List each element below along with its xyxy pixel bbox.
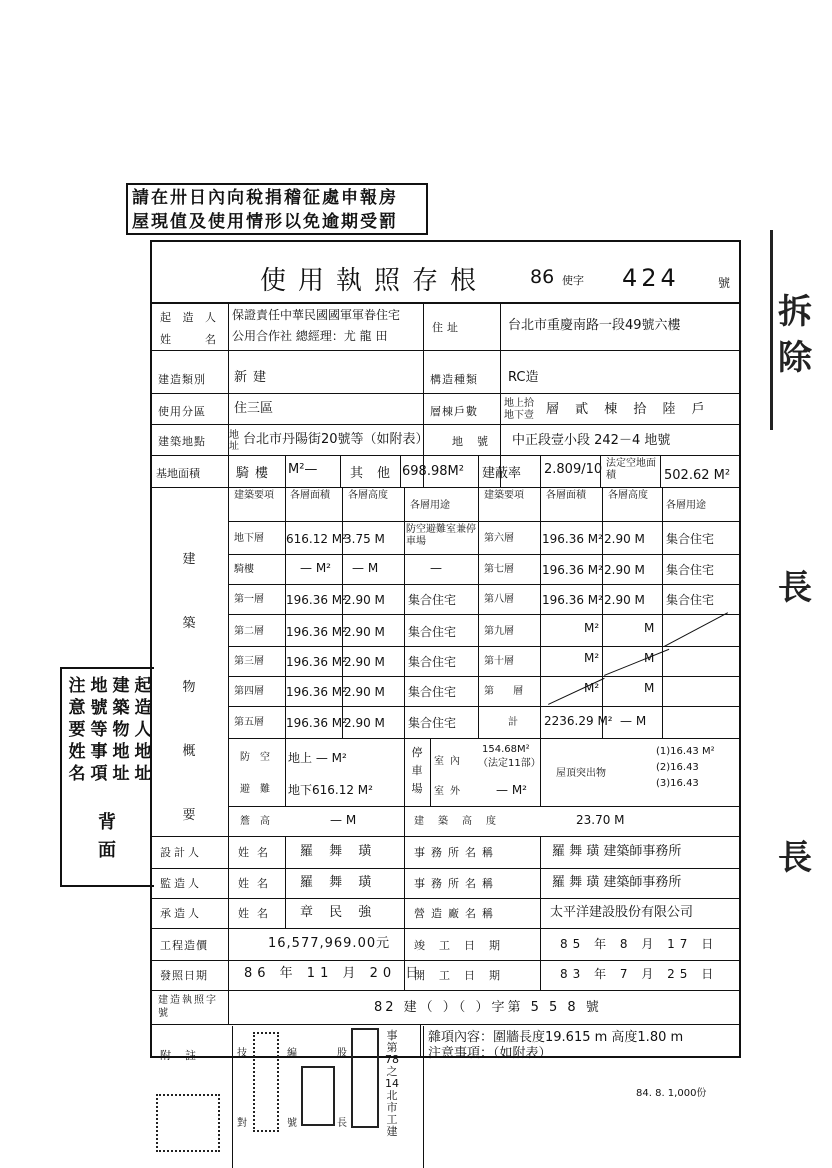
permit-value: 82 建（ ）（ ）字第 5 5 8 號 <box>374 1000 602 1015</box>
builder-value-2: 公用合作社 總經理：尤 龍 田 <box>232 329 388 343</box>
supervisor-office-label: 事務所名稱 <box>414 877 499 890</box>
left-row-use: 集合住宅 <box>408 685 457 699</box>
col-divider <box>478 487 479 738</box>
right-row-height: M <box>644 651 655 665</box>
row-divider <box>152 868 739 869</box>
left-row-use: 集合住宅 <box>408 716 457 730</box>
parking-label: 停車場 <box>411 746 423 795</box>
legal-open-value: 502.62 M² <box>664 468 731 483</box>
misc-content: 雜項內容：圍牆長度19.615 m 高度1.80 m <box>428 1030 684 1045</box>
right-row-height: M <box>644 681 655 695</box>
shelter-label-2: 避難 <box>240 784 280 795</box>
parking-out-label: 室外 <box>434 786 466 797</box>
parking-out-value: — M² <box>496 783 527 797</box>
col-divider <box>430 738 431 806</box>
build-type-value: 新建 <box>234 370 273 385</box>
margin-char: 拆 <box>778 292 812 332</box>
legal-open-label: 法定空地面積 <box>606 458 656 481</box>
roof-value-3: (3)16.43 <box>656 778 699 789</box>
left-row-area: — M² <box>300 561 331 575</box>
left-row-use: 集合住宅 <box>408 625 457 639</box>
print-run: 84. 8. 1,000份 <box>636 1088 707 1099</box>
right-row-use: 集合住宅 <box>666 593 715 607</box>
col-divider <box>342 487 343 738</box>
header-use-left: 各層用途 <box>410 500 450 511</box>
right-row-height: 2.90 M <box>604 593 645 607</box>
lot-value: 中正段壹小段 242－4 地號 <box>512 433 671 448</box>
right-row-area: 196.36 M² <box>542 532 603 546</box>
left-row-height: 2.90 M <box>344 593 385 607</box>
col-divider <box>540 487 541 738</box>
other-value: 698.98M² <box>402 464 464 479</box>
form-title: 使用執照存根 <box>260 266 489 296</box>
permit-number: 424 <box>622 264 680 292</box>
left-row-use: 集合住宅 <box>408 593 457 607</box>
right-row-height: 2.90 M <box>604 532 645 546</box>
other-label: 其他 <box>350 466 405 481</box>
contractor-company-label: 營造廠名稱 <box>414 907 499 920</box>
right-row-area: M² <box>584 621 600 635</box>
summary-label: 建築物概要 <box>182 552 196 823</box>
permit-unit: 使字 <box>562 274 584 287</box>
roof-label: 屋頂突出物 <box>556 768 606 779</box>
cost-label: 工程造價 <box>160 939 208 952</box>
col-divider <box>285 487 286 738</box>
col-divider <box>285 836 286 928</box>
eave-label: 簷高 <box>240 816 280 827</box>
left-row-item: 第一層 <box>234 594 264 605</box>
col-divider <box>540 455 541 487</box>
left-row-area: 196.36 M² <box>286 716 347 730</box>
right-row-height: 2.90 M <box>604 563 645 577</box>
floors-value: 層 貳 棟 拾 陸 戶 <box>546 402 711 417</box>
sign-number: 號 <box>287 1118 297 1129</box>
col-divider <box>540 738 541 806</box>
permit-year: 86 <box>530 266 555 288</box>
row-divider <box>152 836 739 837</box>
shelter-below: 地下616.12 M² <box>288 783 373 797</box>
roof-value-2: (2)16.43 <box>656 762 699 773</box>
supervisor-name-label: 姓名 <box>238 877 276 890</box>
left-row-area: 196.36 M² <box>286 625 347 639</box>
left-row-item: 騎樓 <box>234 564 254 575</box>
approval-seal <box>156 1094 220 1152</box>
row-divider <box>152 424 739 425</box>
row-divider <box>228 738 739 739</box>
tax-notice-line2: 屋現值及使用情形以免逾期受罰 <box>132 212 398 232</box>
row-divider <box>152 898 739 899</box>
col-divider <box>340 455 341 487</box>
row-divider <box>152 393 739 394</box>
permit-label: 建造執照字號 <box>158 995 218 1019</box>
contractor-name: 章 民 強 <box>300 905 378 920</box>
builder-label-2: 姓 名 <box>160 333 220 346</box>
left-row-height: 2.90 M <box>344 716 385 730</box>
left-row-item: 第四層 <box>234 686 264 697</box>
right-row-item: 第九層 <box>484 626 514 637</box>
floors-note-2: 地下壹 <box>504 410 534 421</box>
official-seal <box>301 1066 335 1126</box>
supervisor-name: 羅 舞 璜 <box>300 875 378 890</box>
completion-label: 竣工日期 <box>414 939 514 952</box>
parking-in-label: 室內 <box>434 756 466 767</box>
address-label: 住址 <box>432 321 462 334</box>
roof-value-1: (1)16.43 M² <box>656 746 715 757</box>
right-row-use: 集合住宅 <box>666 532 715 546</box>
right-row-item: 第十層 <box>484 656 514 667</box>
site-prefix: 地址 <box>229 430 239 452</box>
height-label: 建築高度 <box>414 816 510 827</box>
issue-label: 發照日期 <box>160 969 208 982</box>
contractor-name-label: 姓名 <box>238 907 276 920</box>
left-row-area: 196.36 M² <box>286 593 347 607</box>
supervisor-label: 監造人 <box>160 877 202 890</box>
side-note-col: 地號等事項 <box>90 676 108 784</box>
right-row-item: 計 <box>508 717 518 728</box>
header-height-right: 各層高度 <box>608 490 648 501</box>
left-row-item: 第二層 <box>234 626 264 637</box>
floors-label: 層棟戶數 <box>430 405 478 418</box>
form-title-bar <box>152 242 739 304</box>
col-divider <box>423 304 424 487</box>
cost-value: 16,577,969.00元 <box>268 936 391 951</box>
row-divider <box>152 960 739 961</box>
row-divider <box>152 1024 739 1025</box>
left-row-item: 第五層 <box>234 717 264 728</box>
designer-name-label: 姓名 <box>238 846 276 859</box>
shelter-label-1: 防空 <box>240 752 280 763</box>
structure-label: 構造種類 <box>430 373 478 386</box>
col-divider <box>285 738 286 806</box>
right-row-area: M² <box>584 651 600 665</box>
completion-value: 85 年 8 月 17 日 <box>560 937 719 951</box>
site-label: 建築地點 <box>158 435 206 448</box>
sign-check: 對 <box>237 1118 247 1129</box>
start-value: 83 年 7 月 25 日 <box>560 967 719 981</box>
margin-char: 除 <box>778 338 812 378</box>
shelter-above: 地上 — M² <box>288 751 347 765</box>
sign-edit: 編 <box>287 1048 297 1059</box>
row-divider <box>152 928 739 929</box>
site-value: 台北市丹陽街20號等（如附表） <box>243 432 429 447</box>
height-value: 23.70 M <box>576 813 625 827</box>
coverage-label: 建蔽率 <box>482 466 522 481</box>
header-area-right: 各層面積 <box>546 490 586 501</box>
left-row-use: 集合住宅 <box>408 655 457 669</box>
eave-value: — M <box>330 813 357 827</box>
contractor-company: 太平洋建設股份有限公司 <box>550 905 694 920</box>
tax-notice-line1: 請在卅日內向稅捐稽征處申報房 <box>132 188 398 208</box>
contractor-label: 承造人 <box>160 907 202 920</box>
back-side-label: 背面 <box>98 812 116 861</box>
side-note-col: 起造人地址 <box>134 676 152 784</box>
right-row-area: 196.36 M² <box>542 563 603 577</box>
right-row-height: M <box>644 621 655 635</box>
header-use-right: 各層用途 <box>666 500 706 511</box>
sign-chief: 長 <box>337 1118 347 1129</box>
builder-value-1: 保證責任中華民國國軍軍眷住宅 <box>232 308 401 322</box>
col-divider <box>404 487 405 738</box>
left-row-use: 防空避難室兼停車場 <box>406 524 476 547</box>
col-divider <box>228 304 229 1024</box>
left-row-height: 2.90 M <box>344 685 385 699</box>
left-row-area: 616.12 M² <box>286 532 347 546</box>
right-row-item: 第六層 <box>484 533 514 544</box>
row-divider <box>152 350 739 351</box>
left-row-area: 196.36 M² <box>286 685 347 699</box>
col-divider <box>500 304 501 487</box>
side-note-col: 注意要姓名 <box>68 676 86 784</box>
builder-label-1: 起 造 人 <box>160 311 220 324</box>
right-row-item: 第八層 <box>484 594 514 605</box>
sign-tech: 技 <box>237 1048 247 1059</box>
col-divider <box>404 738 405 806</box>
left-row-item: 第三層 <box>234 656 264 667</box>
structure-value: RC造 <box>508 370 539 385</box>
designer-name: 羅 舞 璜 <box>300 844 378 859</box>
col-divider <box>285 455 286 487</box>
side-note-col: 建築物地址 <box>112 676 130 784</box>
notice-items: 注意事項：（如附表） <box>428 1046 552 1061</box>
address-value: 台北市重慶南路一段49號六樓 <box>508 318 681 333</box>
left-row-height: 2.90 M <box>344 625 385 639</box>
tax-notice-stamp <box>126 183 428 235</box>
header-area-left: 各層面積 <box>290 490 330 501</box>
col-divider <box>404 806 405 990</box>
side-note <box>60 667 154 887</box>
zone-value: 住三區 <box>234 401 274 416</box>
left-row-area: 196.36 M² <box>286 655 347 669</box>
zone-label: 使用分區 <box>158 405 206 418</box>
supervisor-office: 羅 舞 璜 建築師事務所 <box>552 875 682 890</box>
col-divider <box>478 455 479 487</box>
coverage-value: 2.809/10 <box>544 462 603 477</box>
lot-label: 地號 <box>452 435 502 448</box>
approval-stamp: 事第78之14北市工建 <box>385 1029 399 1138</box>
row-divider <box>152 990 739 991</box>
right-row-item: 第七層 <box>484 564 514 575</box>
parking-in-value: 154.68M² <box>482 744 530 755</box>
signature-block <box>232 1026 424 1168</box>
right-row-area: M² <box>584 681 600 695</box>
row-divider <box>228 806 739 807</box>
floors-note-1: 地上拾 <box>504 398 534 409</box>
left-row-height: 2.90 M <box>344 655 385 669</box>
parking-in-note: （法定11部） <box>478 758 541 769</box>
designer-office: 羅 舞 璜 建築師事務所 <box>552 844 682 859</box>
issue-value: 86 年 11 月 20 日 <box>244 966 424 981</box>
row-divider <box>152 455 739 456</box>
margin-bar <box>770 230 773 430</box>
right-row-use: 集合住宅 <box>666 563 715 577</box>
right-row-area: 196.36 M² <box>542 593 603 607</box>
margin-char: 長 <box>778 568 812 608</box>
right-row-item: 第 層 <box>484 686 532 697</box>
right-row-area: 2236.29 M² <box>544 714 613 728</box>
col-divider <box>602 487 603 738</box>
row-divider <box>152 487 739 488</box>
arcade-label: 騎樓 <box>236 466 275 481</box>
designer-label: 設計人 <box>160 846 202 859</box>
permit-suffix: 號 <box>718 276 731 290</box>
col-divider <box>540 836 541 990</box>
staff-seal <box>253 1032 279 1132</box>
designer-office-label: 事務所名稱 <box>414 846 499 859</box>
site-area-label: 基地面積 <box>156 467 200 480</box>
col-divider <box>660 455 661 487</box>
sign-section: 股 <box>337 1048 347 1059</box>
header-height-left: 各層高度 <box>348 490 388 501</box>
start-label: 開工日期 <box>414 969 514 982</box>
left-row-height: — M <box>352 561 379 575</box>
left-row-use: — <box>430 561 442 575</box>
col-divider <box>662 487 663 738</box>
arcade-value: M²— <box>288 462 318 477</box>
header-item-right: 建築要項 <box>484 490 524 501</box>
chief-seal <box>351 1028 379 1128</box>
margin-char: 長 <box>778 838 812 878</box>
left-row-height: 3.75 M <box>344 532 385 546</box>
right-row-height: — M <box>620 714 647 728</box>
left-row-item: 地下層 <box>234 533 264 544</box>
notes-label: 附註 <box>160 1049 210 1062</box>
header-item-left: 建築要項 <box>234 490 274 501</box>
build-type-label: 建造類別 <box>158 373 206 386</box>
